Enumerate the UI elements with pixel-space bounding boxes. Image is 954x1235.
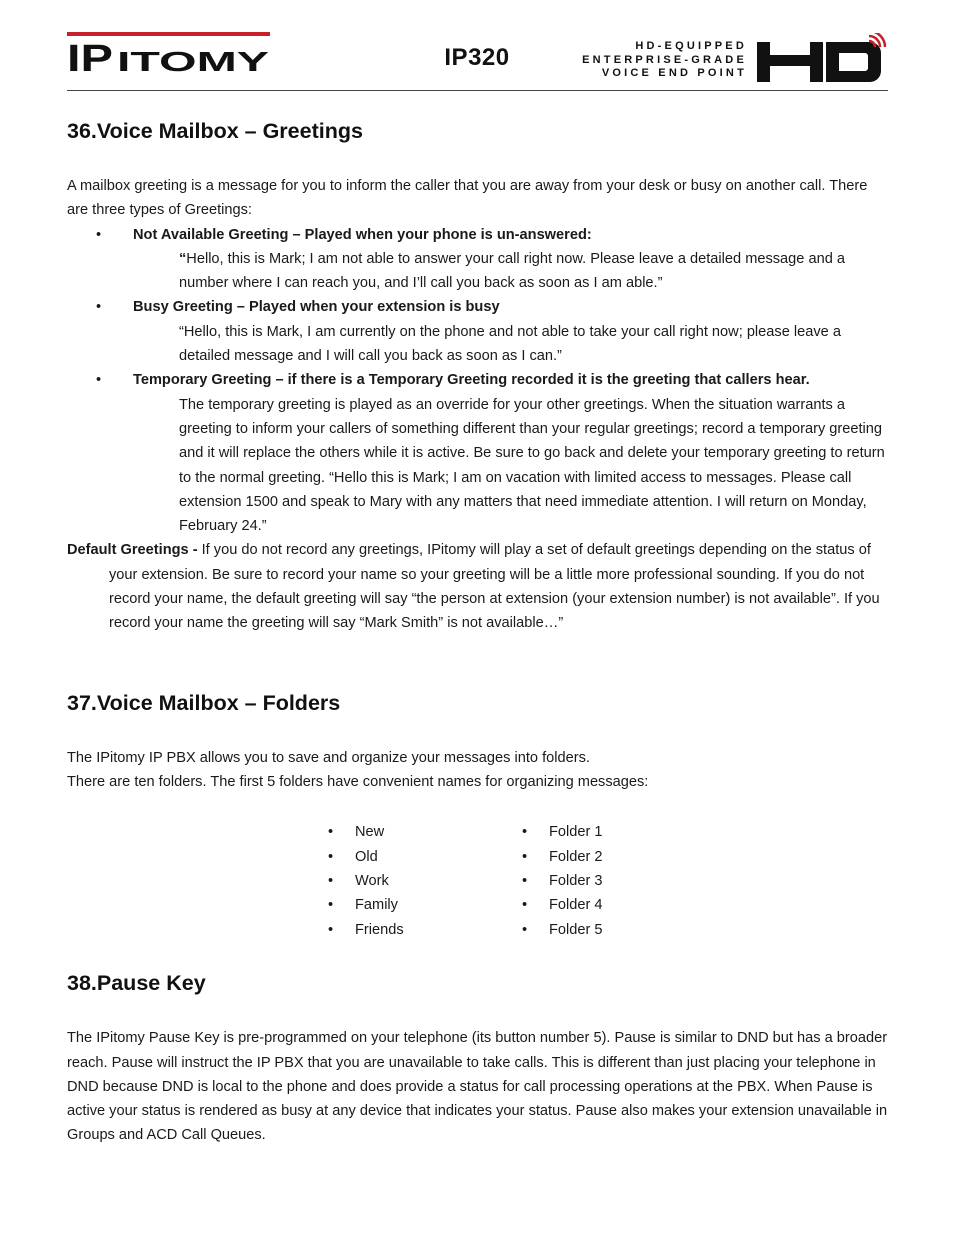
list-item: • Temporary Greeting – if there is a Temporary Greeting recorded it is the greeting that callers hear. <box>67 368 889 392</box>
bullet-icon: • <box>522 873 528 890</box>
bullet-icon: • <box>522 897 528 914</box>
list-item: • Family <box>325 893 519 917</box>
list-item: • Busy Greeting – Played when your extension is busy <box>67 295 889 319</box>
list-item: • Friends <box>325 918 519 942</box>
default-greetings-paragraph: Default Greetings - If you do not record any greetings, IPitomy will play a set of default greetings depending on the status of your extension. Be sure to record your name so your greeting will be a little more professional sounding. If you do not record your name, the default greeting will say “the person at extension (your extension number) is not available”. If you record your name the greeting will say “Mark Smith” is not available…” <box>67 542 880 632</box>
svg-text:IP: IP <box>67 38 113 74</box>
list-item: • Old <box>325 845 519 869</box>
list-item: • New <box>325 820 519 844</box>
bullet-icon: • <box>522 921 528 938</box>
list-item: • Folder 5 <box>519 918 713 942</box>
list-item: • Folder 3 <box>519 869 713 893</box>
list-item: • Work <box>325 869 519 893</box>
product-tagline: HD-EQUIPPED ENTERPRISE-GRADE VOICE END POINT <box>582 40 747 80</box>
bullet-icon: • <box>96 372 102 389</box>
model-number: IP320 <box>444 44 510 71</box>
bullet-icon: • <box>522 824 528 841</box>
folders-line-1: The IPitomy IP PBX allows you to save and organize your messages into folders. <box>67 749 590 766</box>
page-content <box>67 112 889 1148</box>
pause-key-paragraph: The IPitomy Pause Key is pre-programmed on your telephone (its button number 5). Pause is similar to DND but has a broader reach. Pause will instruct the IP PBX that you are unavailable to take calls. This is different than just placing your telephone in DND because DND is local to the phone and does provide a status for call processing operations at the PBX. When Pause is active your status is rendered as busy at any device that indicates your status. Pause also makes your extension unavailable in Groups and ACD Call Queues. <box>67 1030 888 1144</box>
header-rule <box>67 90 888 91</box>
greetings-intro: A mailbox greeting is a message for you to inform the caller that you are away from your desk or busy on another call. There are three types of Greetings: <box>67 178 868 219</box>
folder-lists <box>325 820 889 942</box>
greeting-quote: “Hello, this is Mark, I am currently on the phone and not able to take your call right now; please leave a detailed message and I will call you back as soon as I can.” <box>179 323 841 365</box>
page-header <box>0 0 954 92</box>
bullet-icon: • <box>522 848 528 865</box>
named-folders-list <box>325 820 519 942</box>
bullet-icon: • <box>96 226 102 243</box>
list-item: • Not Available Greeting – Played when your phone is un-answered: <box>67 223 889 247</box>
section-38-title: 38.Pause Key <box>67 971 206 996</box>
numbered-folders-list <box>519 820 713 942</box>
bullet-icon: • <box>328 897 334 914</box>
bullet-icon: • <box>328 921 334 938</box>
greeting-quote: “Hello, this is Mark; I am not able to answer your call right now. Please leave a detailed message and a number where I can reach you, and I’ll call you back as soon as I am able.” <box>179 250 845 292</box>
folders-line-2: There are ten folders. The first 5 folders have convenient names for organizing messages: <box>67 773 649 790</box>
hd-badge-logo <box>755 33 890 83</box>
bullet-icon: • <box>328 873 334 890</box>
list-item: • Folder 2 <box>519 845 713 869</box>
list-item: • Folder 1 <box>519 820 713 844</box>
section-36-title: 36.Voice Mailbox – Greetings <box>67 119 363 143</box>
bullet-icon: • <box>328 824 334 841</box>
list-item: • Folder 4 <box>519 893 713 917</box>
greeting-quote: The temporary greeting is played as an override for your other greetings. When the situation warrants a greeting to inform your callers of something different than your regular greetings; record a temporary greeting and it will replace the others while it is active. Be sure to go back and delete your temporary greeting to return to the normal greeting. “Hello this is Mark; I am on vacation with limited access to messages. Please call extension 1500 and speak to Mary with any matters that need immediate attention. I will return on Monday, February 24.” <box>179 396 885 535</box>
svg-text:ITOMY: ITOMY <box>117 46 270 74</box>
section-37-title: 37.Voice Mailbox – Folders <box>67 690 341 715</box>
bullet-icon: • <box>328 848 334 865</box>
bullet-icon: • <box>96 299 102 316</box>
greeting-types-list <box>67 223 889 539</box>
